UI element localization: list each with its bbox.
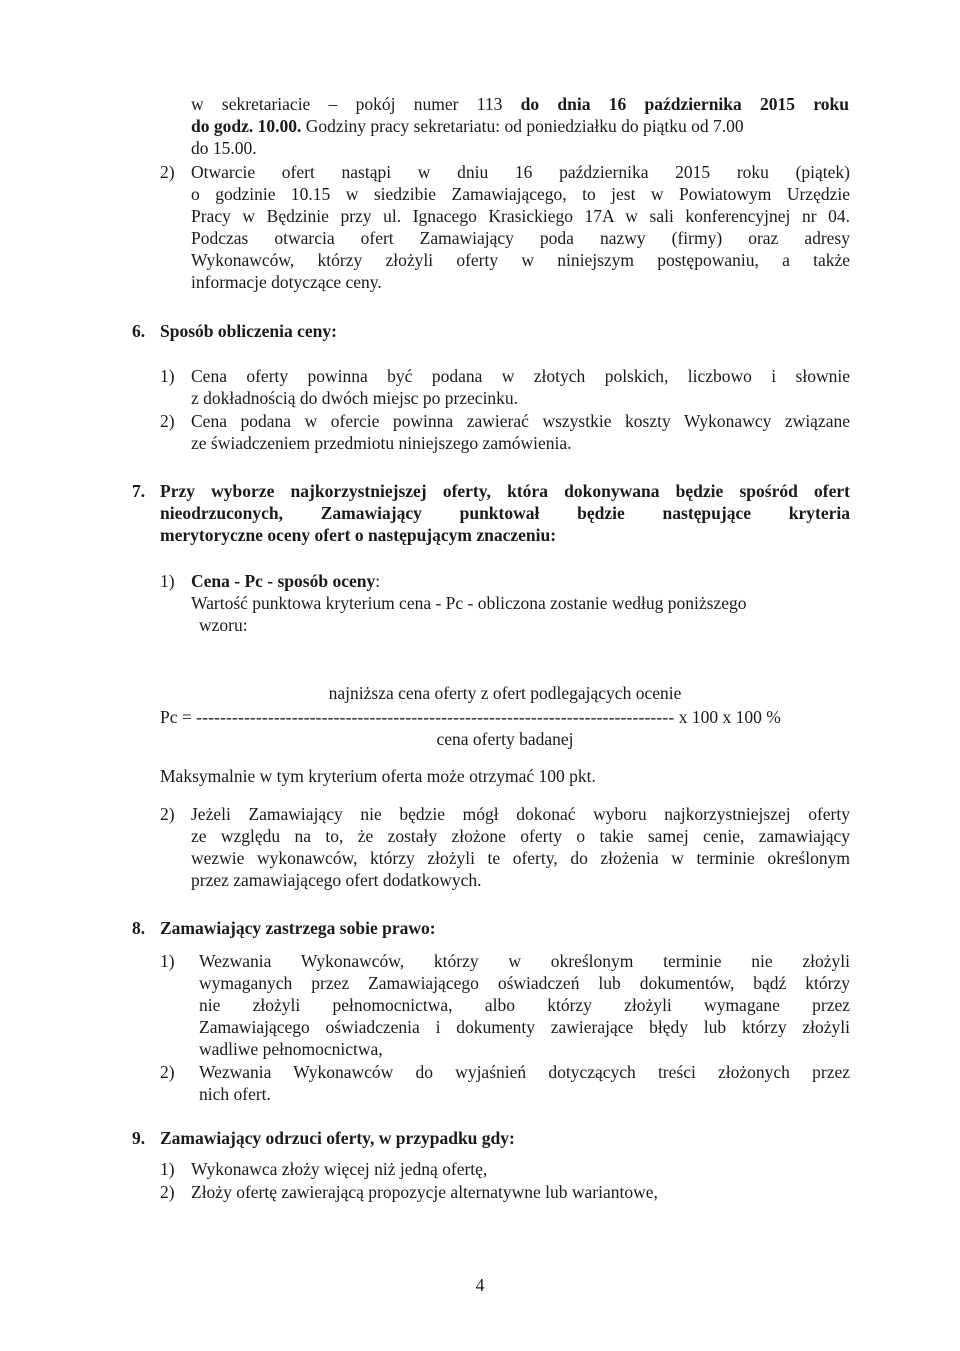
section-7-number: 7. xyxy=(132,481,146,501)
criterion-colon: : xyxy=(375,571,381,591)
formula-fraction-bar: -------------------------------------------------------------------------------- xyxy=(196,707,675,727)
item-line: ze względu na to, że zostały złożone oferty o takie samej cenie, zamawiający xyxy=(191,826,850,846)
intro-text: w sekretariacie – pokój numer 113 xyxy=(191,94,521,114)
section-6-title: Sposób obliczenia ceny: xyxy=(160,321,337,341)
formula-denominator: cena oferty badanej xyxy=(436,729,574,749)
intro-deadline: do dnia 16 października 2015 roku xyxy=(520,94,850,114)
opening-line: Otwarcie ofert nastąpi w dniu 16 października 2015 roku (piątek) xyxy=(191,162,850,182)
item-line: Zamawiającego oświadczenia i dokumenty zawierające błędy lub którzy złożyli xyxy=(199,1017,850,1037)
opening-line: Podczas otwarcia ofert Zamawiający poda nazwy (firmy) oraz adresy xyxy=(191,228,850,248)
formula-lhs: Pc = xyxy=(160,707,197,727)
item-line: nich ofert. xyxy=(199,1084,271,1104)
opening-line: Wykonawców, którzy złożyli oferty w niniejszym postępowaniu, a także xyxy=(191,250,850,270)
section-6-number: 6. xyxy=(132,321,146,341)
opening-text xyxy=(191,161,850,293)
intro-deadline-time: do godz. 10.00. xyxy=(191,116,302,136)
item-text: Złoży ofertę zawierającą propozycje alternatywne lub wariantowe, xyxy=(191,1182,658,1202)
section-8-title: Zamawiający zastrzega sobie prawo: xyxy=(160,918,436,938)
page-number: 4 xyxy=(475,1275,485,1295)
item-number: 1) xyxy=(160,1159,175,1179)
item-line: nie złożyli pełnomocnictwa, albo którzy złożyli wymagane przez xyxy=(199,995,850,1015)
formula-numerator: najniższa cena oferty z ofert podlegających ocenie xyxy=(328,683,682,703)
item-number: 2) xyxy=(160,1062,175,1082)
opening-line: Pracy w Będzinie przy ul. Ignacego Krasickiego 17A w sali konferencyjnej nr 04. xyxy=(191,206,850,226)
title-line: merytoryczne oceny ofert o następującym znaczeniu: xyxy=(160,525,557,545)
item-number: 1) xyxy=(160,951,175,971)
intro-line-1 xyxy=(191,93,849,115)
opening-line: informacje dotyczące ceny. xyxy=(191,272,382,292)
section-9-number: 9. xyxy=(132,1128,146,1148)
item-line: Wezwania Wykonawców, którzy w określonym terminie nie złożyli xyxy=(199,951,850,971)
formula-line xyxy=(160,706,850,728)
title-line: nieodrzuconych, Zamawiający punktował będzie następujące kryteria xyxy=(160,503,850,523)
item-number: 2) xyxy=(160,411,175,431)
item-number: 1) xyxy=(160,571,175,591)
item-number: 2) xyxy=(160,804,175,824)
intro-line-2 xyxy=(191,115,849,137)
intro-paragraph xyxy=(191,93,849,159)
item-line: z dokładnością do dwóch miejsc po przecinku. xyxy=(191,388,519,408)
item-line: przez zamawiającego ofert dodatkowych. xyxy=(191,870,482,890)
item-number: 1) xyxy=(160,366,175,386)
title-line: Przy wyborze najkorzystniejszej oferty, która dokonywana będzie spośród ofert xyxy=(160,481,850,501)
item-line: Cena oferty powinna być podana w złotych polskich, liczbowo i słownie xyxy=(191,366,850,386)
criterion-description: Wartość punktowa kryterium cena - Pc - obliczona zostanie według poniższego xyxy=(191,593,747,613)
item-line: Jeżeli Zamawiający nie będzie mógł dokonać wyboru najkorzystniejszej oferty xyxy=(191,804,850,824)
item-line: wezwie wykonawców, którzy złożyli te oferty, do złożenia w terminie określonym xyxy=(191,848,850,868)
criterion-label: Cena - Pc - sposób oceny xyxy=(191,571,376,591)
max-points-note: Maksymalnie w tym kryterium oferta może otrzymać 100 pkt. xyxy=(160,766,596,786)
item-line: wymaganych przez Zamawiającego oświadczeń lub dokumentów, bądź którzy xyxy=(199,973,850,993)
item-number: 2) xyxy=(160,162,175,182)
section-7-title xyxy=(160,480,850,546)
section-9-title: Zamawiający odrzuci oferty, w przypadku gdy: xyxy=(160,1128,515,1148)
opening-line: o godzinie 10.15 w siedzibie Zamawiającego, to jest w Powiatowym Urzędzie xyxy=(191,184,850,204)
intro-hours: Godziny pracy sekretariatu: od poniedziałku do piątku od 7.00 xyxy=(301,116,744,136)
intro-line-3: do 15.00. xyxy=(191,138,257,158)
item-text: Wykonawca złoży więcej niż jedną ofertę, xyxy=(191,1159,488,1179)
item-line: ze świadczeniem przedmiotu niniejszego zamówienia. xyxy=(191,433,572,453)
criterion-description: wzoru: xyxy=(199,615,248,635)
item-line: Cena podana w ofercie powinna zawierać wszystkie koszty Wykonawcy związane xyxy=(191,411,850,431)
formula-rhs: x 100 x 100 % xyxy=(674,707,781,727)
item-line: wadliwe pełnomocnictwa, xyxy=(199,1039,383,1059)
section-8-number: 8. xyxy=(132,918,146,938)
item-number: 2) xyxy=(160,1182,175,1202)
item-line: Wezwania Wykonawców do wyjaśnień dotyczących treści złożonych przez xyxy=(199,1062,850,1082)
